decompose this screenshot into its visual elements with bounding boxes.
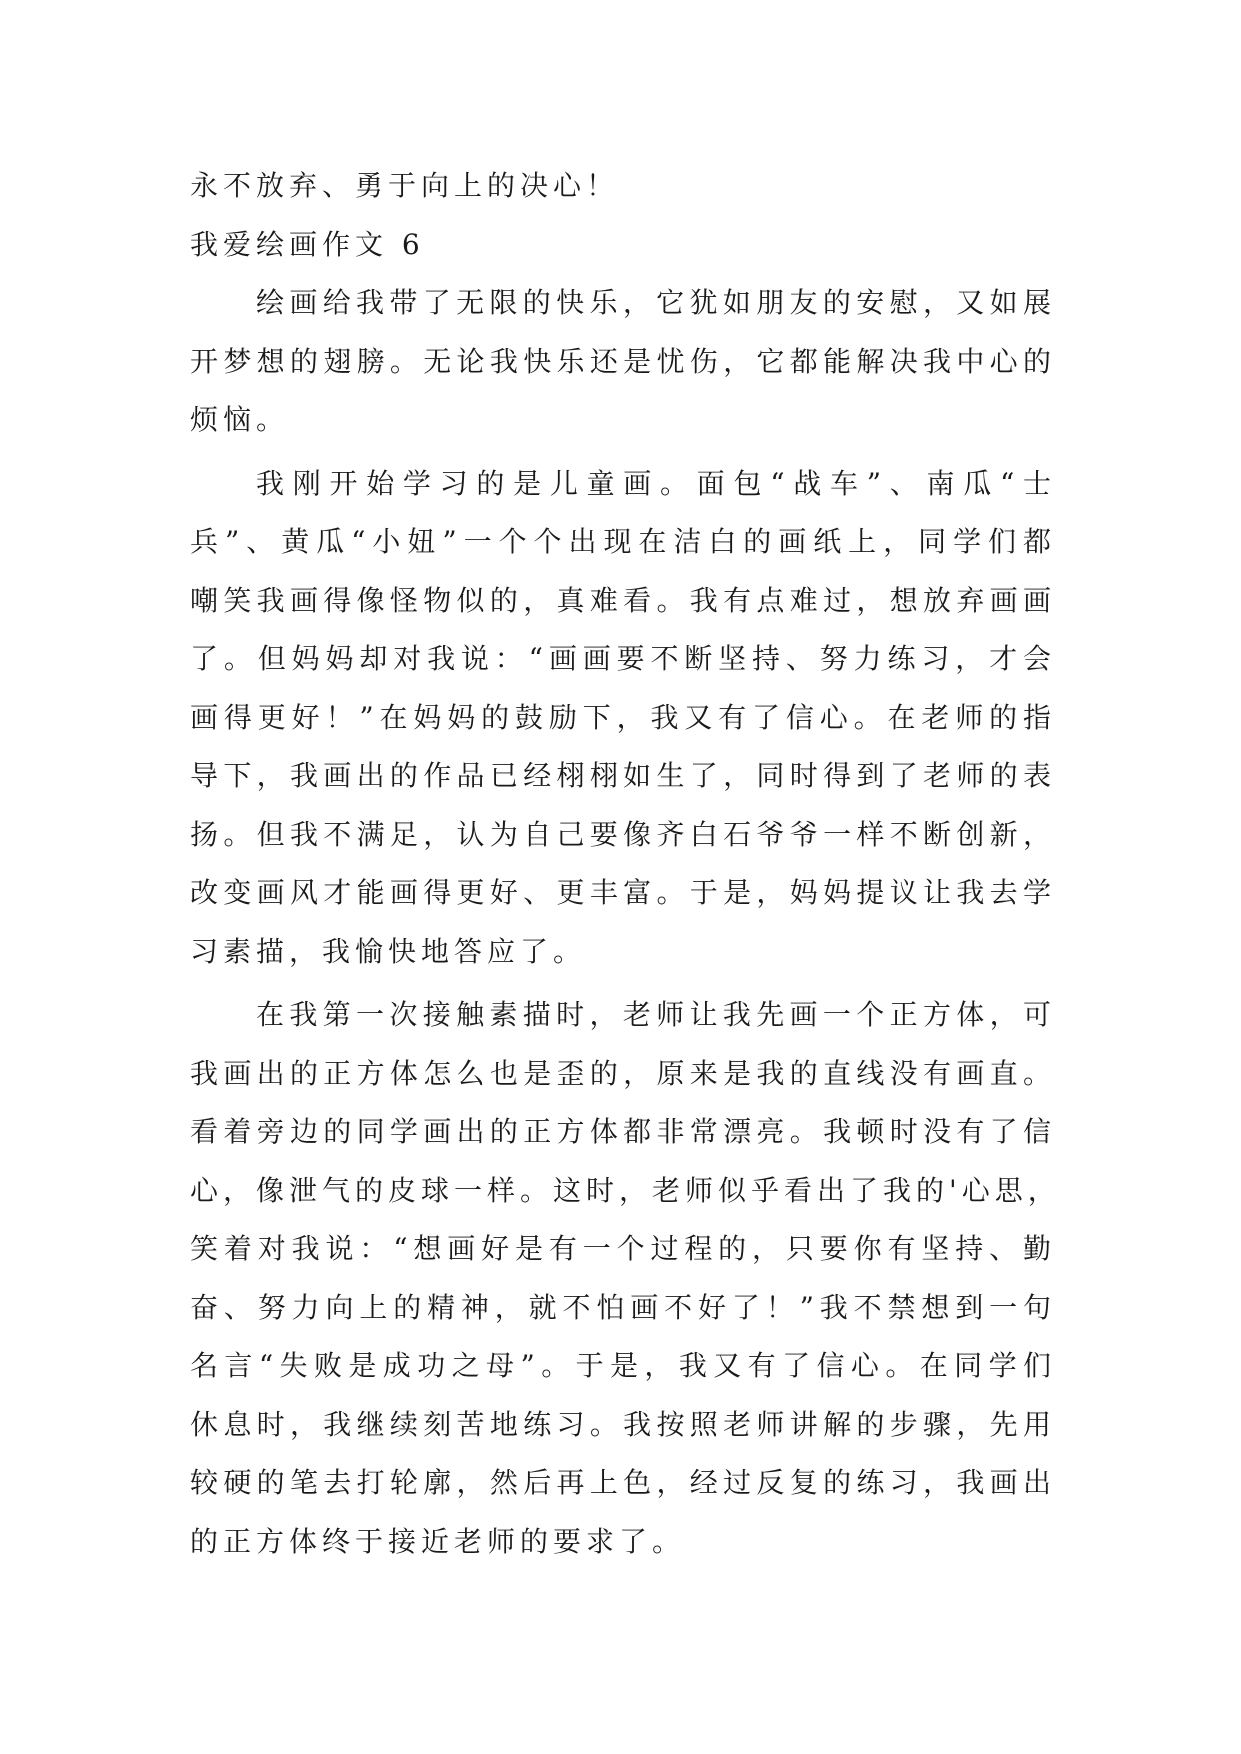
paragraph [190,455,1056,982]
text-line: 笑着对我说：“想画好是有一个过程的，只要你有坚持、勤 [190,1232,1056,1265]
document-body [190,157,1061,1571]
text-line: 开梦想的翅膀。无论我快乐还是忧伤，它都能解决我中心的 [190,344,1056,378]
text-line: 习素描，我愉快地答应了。 [190,934,587,968]
text-line: 在我第一次接触素描时，老师让我先画一个正方体，可 [256,998,1056,1031]
text-line: 导下，我画出的作品已经栩栩如生了，同时得到了老师的表 [190,759,1056,792]
essay-title: 我爱绘画作文 6 [190,227,425,261]
text-line: 我刚开始学习的是儿童画。面包“战车”、南瓜“士 [256,466,1056,500]
paragraph [190,986,1061,1571]
text-line: 的正方体终于接近老师的要求了。 [190,1524,686,1558]
text-line: 改变画风才能画得更好、更丰富。于是，妈妈提议让我去学 [190,876,1056,909]
text-line: 休息时，我继续刻苦地练习。我按照老师讲解的步骤，先用 [190,1407,1056,1441]
text-line: 较硬的笔去打轮廓，然后再上色，经过反复的练习，我画出 [190,1466,1056,1499]
text-line: 心，像泄气的皮球一样。这时，老师似乎看出了我的'心思， [190,1173,1061,1207]
text-line: 名言“失败是成功之母”。于是，我又有了信心。在同学们 [190,1349,1056,1382]
text-line: 烦恼。 [190,403,290,436]
text-line: 我画出的正方体怎么也是歪的，原来是我的直线没有画直。 [190,1056,1056,1090]
text-line: 画得更好！”在妈妈的鼓励下，我又有了信心。在老师的指 [190,700,1056,734]
text-line: 了。但妈妈却对我说：“画画要不断坚持、努力练习，才会 [190,642,1056,675]
text-line: 看着旁边的同学画出的正方体都非常漂亮。我顿时没有了信 [190,1115,1056,1148]
text-line: 奋、努力向上的精神，就不怕画不好了！”我不禁想到一句 [190,1290,1056,1324]
text-line: 绘画给我带了无限的快乐，它犹如朋友的安慰，又如展 [256,286,1056,319]
text-line: 兵”、黄瓜“小妞”一个个出现在洁白的画纸上，同学们都 [190,525,1056,558]
text-line: 扬。但我不满足，认为自己要像齐白石爷爷一样不断创新， [190,817,1056,851]
intro-block [190,157,1056,450]
text-line: 嘲笑我画得像怪物似的，真难看。我有点难过，想放弃画画 [190,583,1056,617]
lead-line: 永不放弃、勇于向上的决心！ [190,169,620,202]
